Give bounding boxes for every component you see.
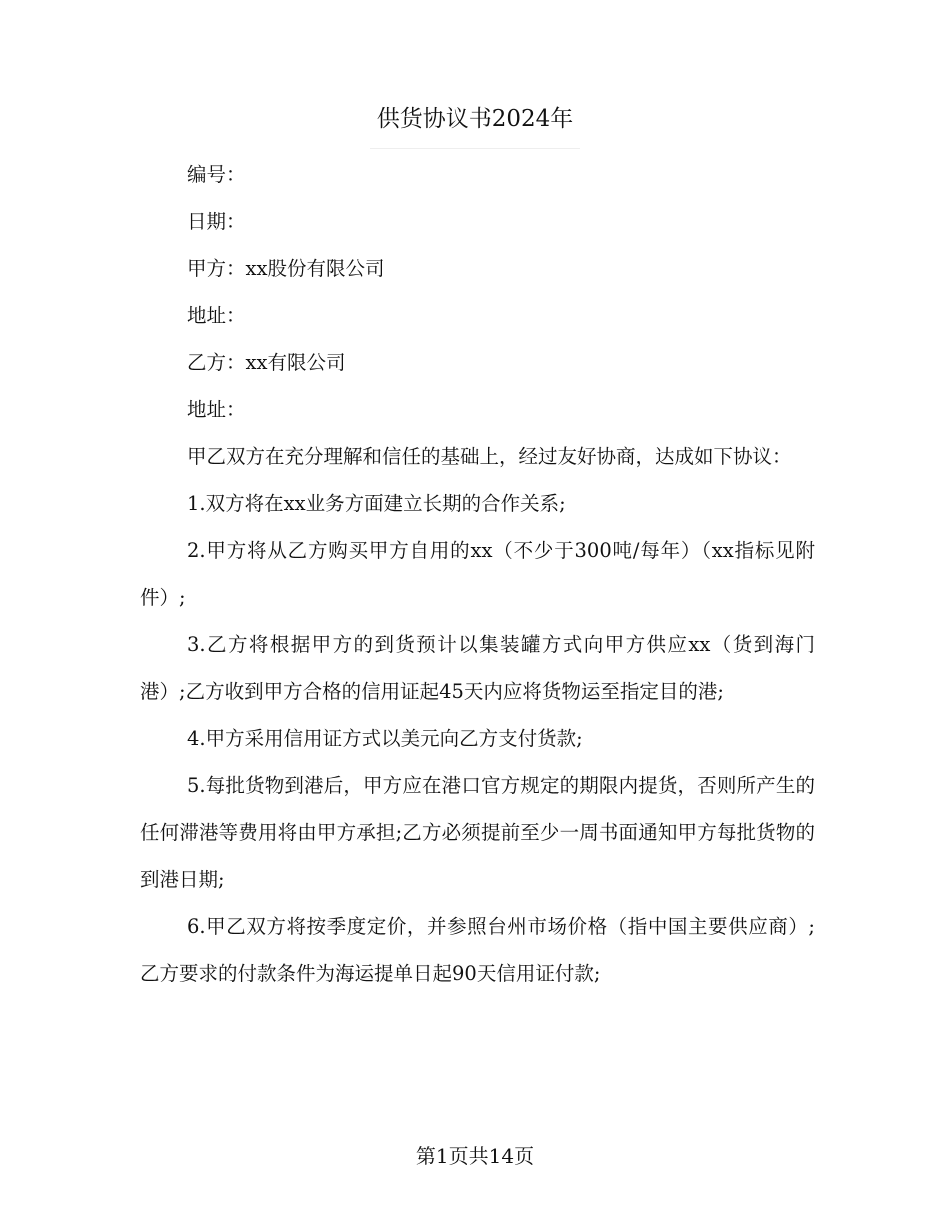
- paragraph-clause-2: 2.甲方将从乙方购买甲方自用的xx（不少于300吨/每年）（xx指标见附件）;: [140, 539, 815, 609]
- document-body: [140, 151, 815, 997]
- paragraph-clause-6: 6.甲乙双方将按季度定价，并参照台州市场价格（指中国主要供应商）;乙方要求的付款条件为海运提单日起90天信用证付款;: [140, 915, 815, 985]
- paragraph-clause-5: 5.每批货物到港后，甲方应在港口官方规定的期限内提货，否则所产生的任何滞港等费用将由甲方承担;乙方必须提前至少一周书面通知甲方每批货物的到港日期;: [140, 774, 815, 891]
- field-number: 编号：: [187, 163, 246, 186]
- paragraph-clause-1: 1.双方将在xx业务方面建立长期的合作关系;: [187, 492, 566, 515]
- field-party-b: 乙方：xx有限公司: [187, 351, 346, 374]
- field-date: 日期：: [187, 210, 246, 233]
- field-party-b-address: 地址：: [187, 398, 246, 421]
- page-number: 第1页共14页: [415, 1144, 535, 1168]
- paragraph-clause-3: 3.乙方将根据甲方的到货预计以集装罐方式向甲方供应xx（货到海门港）;乙方收到甲方合格的信用证起45天内应将货物运至指定目的港;: [140, 633, 815, 703]
- paragraph-intro: 甲乙双方在充分理解和信任的基础上，经过友好协商，达成如下协议：: [187, 445, 792, 468]
- paragraph-clause-4: 4.甲方采用信用证方式以美元向乙方支付货款;: [187, 727, 583, 750]
- document-title: 供货协议书2024年: [370, 98, 580, 149]
- field-party-a-address: 地址：: [187, 304, 246, 327]
- field-party-a: 甲方：xx股份有限公司: [187, 257, 385, 280]
